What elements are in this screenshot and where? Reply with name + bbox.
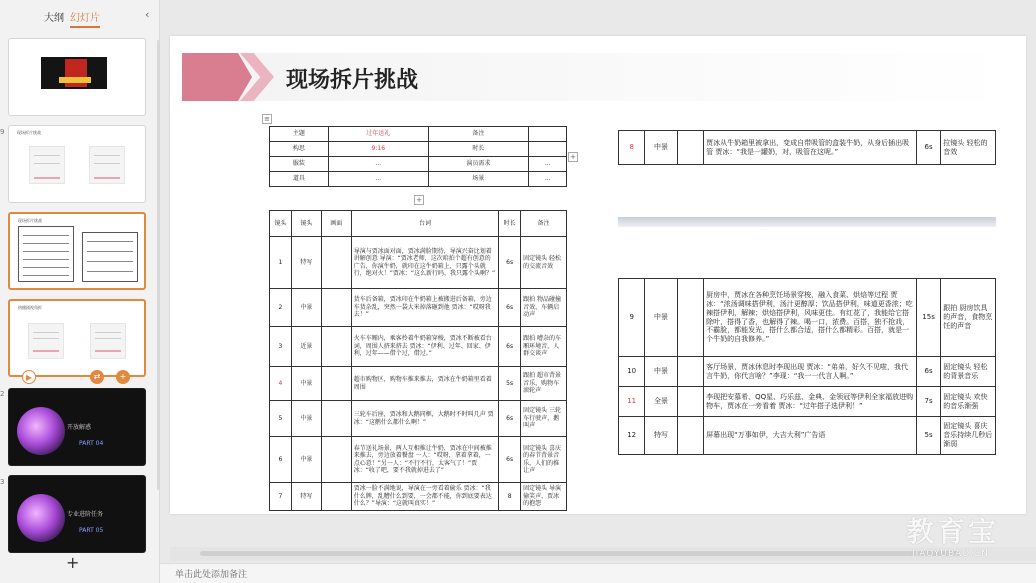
table-cell[interactable] [321, 367, 351, 401]
slide-thumbnail-5[interactable] [8, 388, 146, 466]
table-cell[interactable]: 6s [499, 237, 521, 289]
decorative-orb [17, 407, 65, 455]
table-cell[interactable]: 4 [270, 367, 292, 401]
cover-image [41, 57, 107, 89]
table-handle-icon[interactable]: ≡ [262, 114, 272, 124]
table-cell[interactable]: 固定镜头 轻松的背景音乐 [941, 357, 996, 387]
table-cell[interactable]: 特写 [645, 417, 677, 455]
watermark-logo: 教育宝 [906, 515, 1000, 548]
table-cell[interactable]: 跟拍 嘈杂的车厢环境音，人群交谈声 [521, 327, 567, 367]
table-row [270, 401, 567, 437]
table-cell[interactable]: 6s [916, 131, 940, 165]
table-cell[interactable]: 12 [619, 417, 645, 455]
slide-number: 2 [0, 390, 5, 398]
info-cell[interactable]: 备注 [428, 127, 528, 142]
table-cell[interactable]: 3 [270, 327, 292, 367]
info-cell[interactable]: 道具 [270, 172, 329, 187]
table-cell[interactable]: 固定镜头 导演偷笑声，贾冰的抱怨 [521, 483, 567, 511]
table-cell[interactable] [677, 387, 703, 417]
table-cell[interactable]: 7s [916, 387, 940, 417]
shot-table-right[interactable] [618, 278, 996, 455]
table-row [619, 131, 996, 165]
table-cell[interactable]: 8 [619, 131, 645, 165]
slide-number: 3 [0, 478, 5, 486]
section-part: PART 04 [79, 440, 104, 447]
table-cell[interactable]: 1 [270, 237, 292, 289]
table-header-row [270, 211, 567, 237]
table-cell[interactable]: 近景 [291, 327, 321, 367]
transition-icon[interactable]: ⇄ [90, 370, 104, 384]
table-cell[interactable]: 固定镜头 三轮车行驶声，鹅叫声 [521, 401, 567, 437]
table-row [619, 279, 996, 357]
table-cell[interactable]: 6s [499, 437, 521, 483]
table-cell[interactable]: 春节送礼场景，两人互相推让牛奶，贾冰在中间被推来推去，旁边放着餐盘 一人：“哎呀，拿着拿着，一点心意！”另一人：“不行不行，太客气了！”贾冰：“收了吧，要不我就掉进去了” [351, 437, 498, 483]
slide-thumbnail-2[interactable] [8, 125, 146, 203]
table-add-icon[interactable]: + [414, 195, 424, 205]
header-cell: 备注 [521, 211, 567, 237]
table-cell[interactable] [677, 131, 703, 165]
table-cell[interactable]: 中景 [645, 357, 677, 387]
panel-tabs [0, 0, 160, 30]
table-cell[interactable]: 贾冰一脸不满地说，导演在一旁看着偷乐 贾冰：“我什么牌，乱糟什么到要，一会都不能，你到底要表达什么？”导演：“这就叫真实！” [351, 483, 498, 511]
table-cell[interactable]: 6s [499, 289, 521, 327]
table-cell[interactable]: 固定镜头 喜庆音乐持续几秒后渐弱 [941, 417, 996, 455]
table-cell[interactable]: 5s [499, 367, 521, 401]
table-row [619, 387, 996, 417]
table-cell[interactable]: 6s [499, 327, 521, 367]
table-cell[interactable]: 10 [619, 357, 645, 387]
table-cell[interactable]: 中景 [291, 289, 321, 327]
info-cell[interactable]: 9:16 [328, 142, 428, 157]
info-cell[interactable]: … [529, 157, 567, 172]
slide-thumbnail-1[interactable] [8, 38, 146, 116]
notes-pane[interactable] [160, 563, 1036, 583]
table-row [619, 357, 996, 387]
section-part: PART 05 [79, 527, 104, 534]
header-cell: 台词 [351, 211, 498, 237]
header-cell: 时长 [499, 211, 521, 237]
table-cell[interactable]: 9 [619, 279, 645, 357]
thumbnail-title: 现场拆片挑战 [17, 130, 41, 135]
table-row [270, 237, 567, 289]
editing-canvas [160, 0, 1036, 545]
section-title: 开放解惑 [67, 424, 92, 431]
table-cell[interactable]: 特写 [291, 237, 321, 289]
table-cell[interactable]: 固定镜头 轻松的交流音效 [521, 237, 567, 289]
table-cell[interactable]: 特写 [291, 483, 321, 511]
table-cell[interactable]: 导演与贾冰面对面，贾冰满脸期待，导演兴奋比划着讲解创意 导演：“贾冰老师，这次咱拍个超有创意的广告，你演牛奶，就印在这牛奶箱上，只露个头就行，绝对火！”贾冰：“这么新行吗，我只露个头啊？” [351, 237, 498, 289]
info-cell[interactable]: … [328, 157, 428, 172]
info-cell[interactable] [529, 127, 567, 142]
table-cell[interactable]: 拉镜头 轻松的音效 [941, 131, 996, 165]
shot-table[interactable] [269, 210, 567, 511]
table-cell[interactable]: 11 [619, 387, 645, 417]
info-cell[interactable]: 服装 [270, 157, 329, 172]
table-row [270, 437, 567, 483]
slide-panel [0, 0, 160, 583]
header-cell: 画面 [321, 211, 351, 237]
info-cell[interactable]: 构思 [270, 142, 329, 157]
table-cell[interactable]: 李现把安慕希、QQ星、巧乐兹、金典、金领冠等伊利全家福放进购物车，贾冰在一旁看着 贾冰：“过年搭子选伊利！” [704, 387, 917, 417]
tab-slides[interactable]: 幻灯片 [70, 9, 100, 28]
info-cell[interactable]: 过年送礼 [328, 127, 428, 142]
table-cell[interactable] [321, 437, 351, 483]
thumbnail-title: 现场拆片挑战 [18, 218, 42, 223]
table-cell[interactable]: 中景 [291, 437, 321, 483]
table-cell[interactable] [677, 417, 703, 455]
info-row [270, 157, 567, 172]
slide-title[interactable]: 现场拆片挑战 [286, 68, 419, 93]
table-cell[interactable]: 跟拍 物品碰撞音效，车辆启动声 [521, 289, 567, 327]
info-cell[interactable]: … [529, 172, 567, 187]
table-cell[interactable]: 6 [270, 437, 292, 483]
slide-number: 9 [0, 128, 5, 136]
play-icon[interactable]: ▶ [22, 370, 36, 384]
info-cell[interactable]: … [328, 172, 428, 187]
table-cell[interactable]: 2 [270, 289, 292, 327]
section-title: 专业进阶任务 [67, 511, 104, 518]
table-cell[interactable]: 7 [270, 483, 292, 511]
banner-arrow [182, 53, 252, 101]
table-cell[interactable] [677, 279, 703, 357]
info-row [270, 127, 567, 142]
table-cell[interactable]: 5s [916, 417, 940, 455]
table-row [270, 483, 567, 511]
info-row [270, 142, 567, 157]
table-cell[interactable]: 客厅场景，贾冰休息时李现出现 贾冰：“弟弟，好久不见啦，我代言牛奶，你代言啥？”李现：“我一一代言人啊。” [704, 357, 917, 387]
table-cell[interactable]: 固定镜头 喜庆的春节背景音乐，人们的推让声 [521, 437, 567, 483]
table-cell[interactable] [321, 401, 351, 437]
decorative-orb [17, 494, 65, 542]
slide-thumbnail-4[interactable] [8, 299, 146, 377]
table-cell[interactable]: 固定镜头 欢快的音乐渐强 [941, 387, 996, 417]
table-cell[interactable]: 贾冰从牛奶箱里被拿出，变成自带吸管的盒装牛奶，从身后插出吸管 贾冰：“我是一罐奶，对，吸管在这呢。” [704, 131, 917, 165]
table-cell[interactable]: 超市购物区，购物车推来推去，贾冰在牛奶箱里看着周围 [351, 367, 498, 401]
slide-thumbnail-6[interactable] [8, 475, 146, 553]
table-cell[interactable] [321, 327, 351, 367]
tab-outline[interactable]: 大纲 [44, 13, 64, 24]
table-row [270, 289, 567, 327]
table-cell[interactable]: 跟拍 厨房饮具的声音，食物烹饪的声音 [941, 279, 996, 357]
table-row [619, 417, 996, 455]
table-cell[interactable]: 中景 [291, 367, 321, 401]
info-cell[interactable]: 场景 [428, 172, 528, 187]
table-cell[interactable]: 跟拍 超市背景音乐，购物车滚轮声 [521, 367, 567, 401]
table-add-icon[interactable]: + [568, 152, 578, 162]
table-cell[interactable] [321, 483, 351, 511]
table-row [270, 367, 567, 401]
info-cell[interactable]: 主题 [270, 127, 329, 142]
info-cell[interactable]: 演员需求 [428, 157, 528, 172]
table-cell[interactable]: 5 [270, 401, 292, 437]
table-cell[interactable]: 全景 [645, 387, 677, 417]
table-cell[interactable] [321, 289, 351, 327]
table-row [270, 327, 567, 367]
table-cell[interactable]: 厨房中，贾冰在各种烹饪场景穿梭，融入食菜、烘焙等过程 贾冰：“浓汤调味搭伊利，汤汁更醇厚；饮品搭伊利，味道更香浓；吃辣搭伊利，解辣；烘焙搭伊利，风味更佳。有红花了，我能给它搭除叶，搭得了香，也解得了辣。喝一口，浓费。百搭，独不抢戏，不霸脸，都能发光，搭什么都合适，搭什么都精彩。百搭，就是一个牛奶的自我修养。” [704, 279, 917, 357]
info-row [270, 172, 567, 187]
table-cell[interactable]: 火车车厢内，乘客拎着牛奶箱穿梭，贾冰不断被看台词，周围人挤来挤去 贾冰：“伊利、过年、回家、伊利，过年——借个过，借过。” [351, 327, 498, 367]
thumbnail-title: 热播剧视角拆 [18, 305, 42, 310]
table-cell[interactable]: 货车后备箱，贾冰印在牛奶箱上被搬进后备箱，旁边车货杂乱，突然一袋大米掉落砸到他 贾冰：“哎呀我去！” [351, 289, 498, 327]
slide[interactable] [170, 36, 1026, 514]
watermark-domain: JIAOYUBAO.CN [912, 549, 989, 559]
info-table[interactable] [269, 126, 567, 187]
table-cell[interactable]: 6s [499, 401, 521, 437]
table-cell[interactable]: 屏幕出现“万事如伊，大吉大利”广告语 [704, 417, 917, 455]
table-cell[interactable]: 三轮车后座，贾冰和大鹅同框，大鹅时不时叫几声 贾冰：“这鹅什么都什么啊！” [351, 401, 498, 437]
info-cell[interactable]: 时长 [428, 142, 528, 157]
collapse-panel-icon[interactable]: ‹ [145, 8, 150, 21]
add-icon[interactable]: + [116, 370, 130, 384]
notes-placeholder[interactable]: 单击此处添加备注 [175, 570, 248, 580]
shot-table-continued[interactable] [618, 130, 996, 165]
table-cell[interactable]: 中景 [645, 131, 677, 165]
add-slide-button[interactable]: + [66, 553, 80, 572]
table-cell[interactable]: 15s [916, 279, 940, 357]
table-cell[interactable]: 8 [499, 483, 521, 511]
table-cell[interactable]: 中景 [645, 279, 677, 357]
table-cell[interactable] [677, 357, 703, 387]
header-cell: 镜头 [291, 211, 321, 237]
table-cell[interactable]: 中景 [291, 401, 321, 437]
header-cell: 镜头 [270, 211, 292, 237]
slide-thumbnail-3[interactable] [8, 212, 146, 290]
selection-band [618, 217, 996, 227]
table-cell[interactable]: 6s [916, 357, 940, 387]
info-cell[interactable] [529, 142, 567, 157]
table-cell[interactable] [321, 237, 351, 289]
